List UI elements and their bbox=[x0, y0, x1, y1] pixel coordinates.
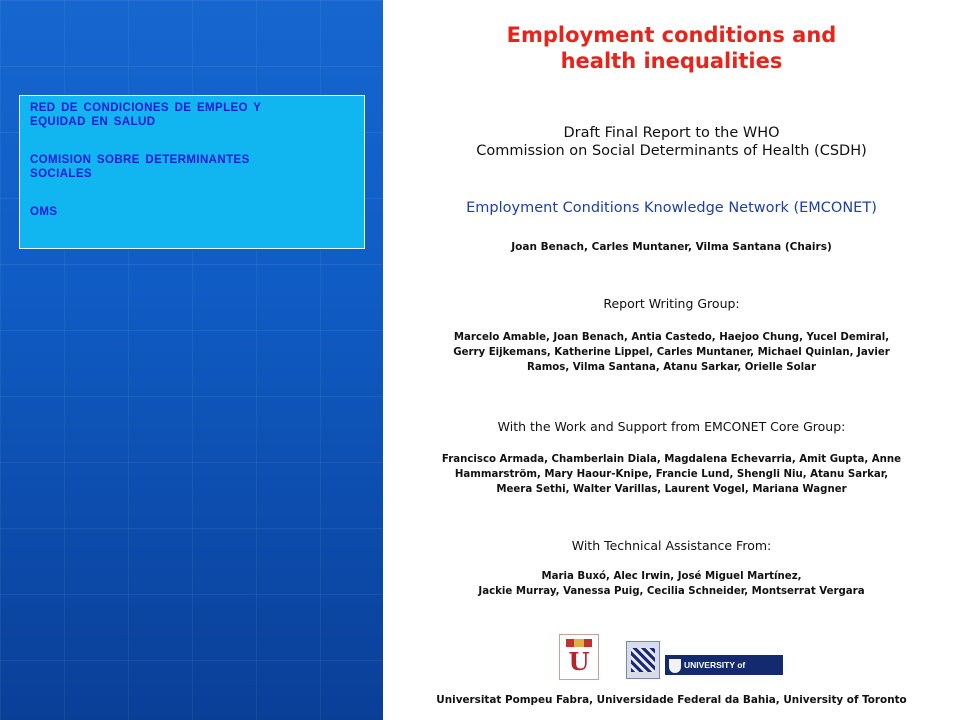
network-note-box bbox=[19, 95, 365, 249]
upf-monogram-icon: U bbox=[568, 647, 590, 676]
uoft-crest-icon bbox=[669, 659, 681, 673]
spacer bbox=[30, 129, 354, 153]
chairs-line: Joan Benach, Carles Muntaner, Vilma Santana (Chairs) bbox=[511, 241, 832, 253]
note-line: EQUIDAD EN SALUD bbox=[30, 116, 156, 128]
heading-core-group: With the Work and Support from EMCONET Core Group: bbox=[497, 419, 846, 434]
names-line: Maria Buxó, Alec Irwin, José Miguel Martínez, bbox=[541, 571, 802, 582]
report-cover-page bbox=[383, 0, 960, 720]
network-name: Employment Conditions Knowledge Network (EMCONET) bbox=[466, 200, 877, 216]
names-line: Jackie Murray, Vanessa Puig, Cecilia Schneider, Montserrat Vergara bbox=[478, 586, 865, 597]
upf-crest-band bbox=[566, 639, 592, 647]
names-line: Francisco Armada, Chamberlain Diala, Magdalena Echevarria, Amit Gupta, Anne bbox=[441, 454, 902, 465]
ufba-logo bbox=[626, 641, 660, 679]
title-line: Employment conditions and bbox=[506, 23, 837, 47]
report-subtitle bbox=[383, 124, 960, 160]
heading-writing-group: Report Writing Group: bbox=[603, 296, 740, 311]
subtitle-line: Draft Final Report to the WHO bbox=[563, 125, 780, 141]
universities-line: Universitat Pompeu Fabra, Universidade Federal da Bahia, University of Toronto bbox=[436, 694, 907, 706]
names-line: Meera Sethi, Walter Varillas, Laurent Vogel, Mariana Wagner bbox=[496, 484, 847, 495]
slide-background bbox=[0, 0, 383, 720]
uoft-logo bbox=[665, 655, 783, 690]
title-line: health inequalities bbox=[560, 49, 783, 73]
names-line: Hammarström, Mary Haour-Knipe, Francie Lund, Shengli Niu, Atanu Sarkar, bbox=[454, 469, 889, 480]
note-line: COMISION SOBRE DETERMINANTES bbox=[30, 154, 250, 166]
subtitle-line: Commission on Social Determinants of Health (CSDH) bbox=[476, 143, 867, 159]
upf-logo bbox=[559, 634, 599, 680]
names-line: Ramos, Vilma Santana, Atanu Sarkar, Orielle Solar bbox=[526, 362, 817, 373]
report-title bbox=[383, 22, 960, 74]
names-line: Gerry Eijkemans, Katherine Lippel, Carles Muntaner, Michael Quinlan, Javier bbox=[453, 347, 890, 358]
heading-technical-assistance: With Technical Assistance From: bbox=[571, 538, 772, 553]
technical-assistance-names bbox=[383, 569, 960, 599]
writing-group-names bbox=[383, 330, 960, 375]
uoft-logo-text: UNIVERSITY of TORONTO bbox=[665, 660, 746, 690]
note-line: SOCIALES bbox=[30, 168, 92, 180]
ufba-crest-icon bbox=[631, 648, 655, 672]
note-line: RED DE CONDICIONES DE EMPLEO Y bbox=[30, 102, 262, 114]
names-line: Marcelo Amable, Joan Benach, Antia Castedo, Haejoo Chung, Yucel Demiral, bbox=[453, 332, 890, 343]
core-group-names bbox=[383, 452, 960, 497]
spacer bbox=[30, 181, 354, 205]
note-line: OMS bbox=[30, 206, 58, 218]
